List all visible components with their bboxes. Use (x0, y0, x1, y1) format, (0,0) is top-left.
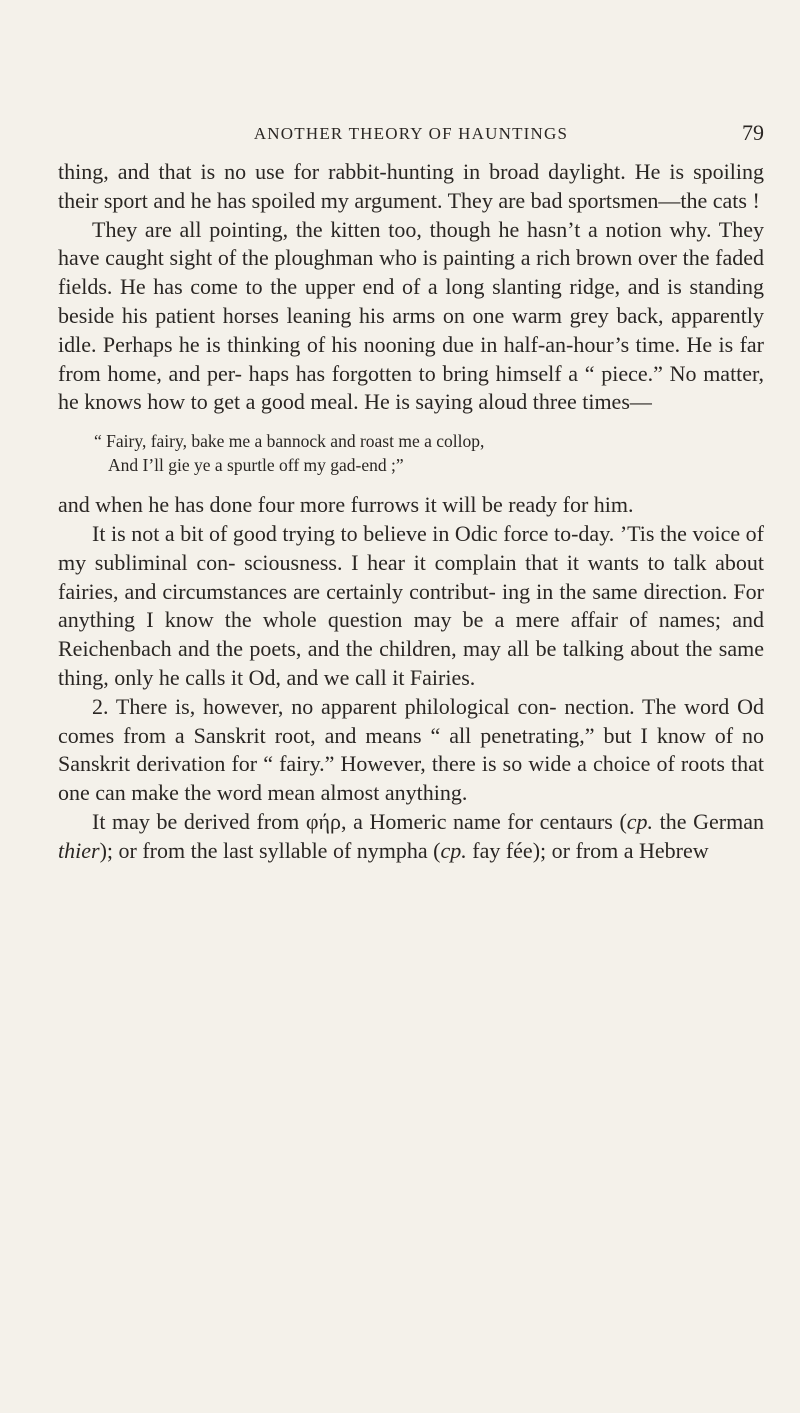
derivation-text-c: ); or from the last syllable of nympha ( (99, 837, 441, 863)
derivation-text-a: It may be derived from φήρ, a Homeric name for centaurs ( (92, 808, 627, 834)
paragraph-odic-force: It is not a bit of good trying to believe in Odic force to-day. ’Tis the voice of my subliminal con- sciousness. I hear it complain that it wants to talk about fairies, and circumstances are certainly contribut- ing in the same direction. For anything I know the whole question may be a mere affair of names; and Reichenbach and the poets, and the children, may all be talking about the same thing, only he calls it Od, and we call it Fairies. (58, 520, 764, 690)
thier-word: thier (58, 837, 100, 863)
page-header (58, 120, 764, 150)
cp-abbrev-1: cp. (626, 808, 654, 834)
book-page (58, 120, 764, 866)
running-head: ANOTHER THEORY OF HAUNTINGS (253, 124, 569, 143)
verse-line-1: “ Fairy, fairy, bake me a bannock and roast me a collop, (94, 431, 485, 452)
paragraph-philology: 2. There is, however, no apparent philological con- nection. The word Od comes from a Sanskrit root, and means “ all penetrating,” but I know of no Sanskrit derivation for “ fairy.” However, there is so wide a choice of roots that one can make the word mean almost anything. (58, 693, 764, 806)
verse-line-2: And I’ll gie ye a spurtle off my gad-end ;” (108, 455, 404, 476)
verse-quote (58, 429, 764, 477)
paragraph-continued: thing, and that is no use for rabbit-hunting in broad daylight. He is spoiling their sport and he has spoiled my argument. They are bad sportsmen—the cats ! (58, 159, 764, 213)
paragraph-cats-pointing: They are all pointing, the kitten too, though he hasn’t a notion why. They have caught sight of the ploughman who is painting a rich brown over the faded fields. He has come to the upper end of a long slanting ridge, and is standing beside his patient horses leaning his arms on one warm grey back, apparently idle. Perhaps he is thinking of his nooning due in half-an-hour’s time. He is far from home, and per- haps has forgotten to bring himself a “ piece.” No matter, he knows how to get a good meal. He is saying aloud three times— (58, 216, 764, 415)
paragraph-derivation (58, 808, 764, 866)
derivation-text-b: the German (653, 808, 765, 834)
derivation-text-d: fay fée); or from a Hebrew (466, 837, 709, 863)
page-number: 79 (742, 120, 764, 145)
cp-abbrev-2: cp. (440, 837, 467, 863)
paragraph-furrows: and when he has done four more furrows it will be ready for him. (58, 492, 634, 518)
